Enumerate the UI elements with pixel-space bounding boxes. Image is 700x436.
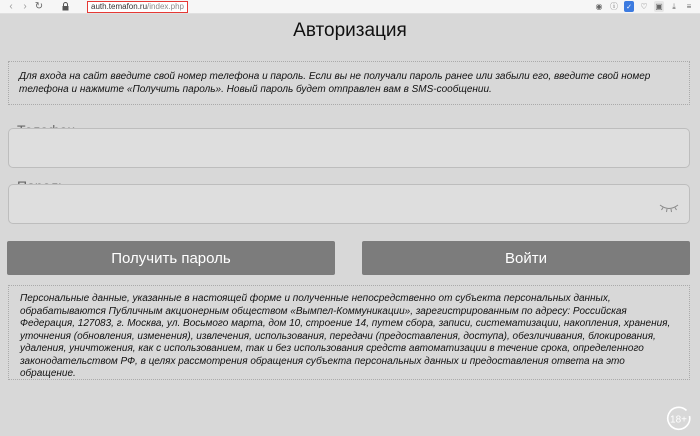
hide-password-icon[interactable]	[659, 202, 679, 214]
password-input[interactable]	[8, 184, 690, 224]
age-rating-badge	[666, 405, 692, 431]
heart-icon[interactable]: ♡	[640, 2, 648, 11]
personal-data-consent: Персональные данные, указанные в настоящей форме и полученные непосредственно от субъекта персональных данных, обрабатываются Публичным акционерным обществом «Вымпел-Коммуникации», зарегистрированным по адресу: Российская Федерация, 127083, г. Москва, ул. Восьмого марта, дом 10, строение 14, путем сбора, записи, систематизации, накопления, хранения, уточнения (обновления, изменения), извлечения, использования, передачи (предоставления, доступа), обезличивания, блокирования, удаления, уничтожения, как с использованием, так и без использования средств автоматизации в течение срока, определенного законодательством РФ, в целях рассмотрения обращения субъекта персональных данных и предоставления ответа на это обращение.	[8, 285, 690, 380]
info-icon[interactable]: ⓘ	[610, 2, 618, 11]
browser-toolbar	[0, 0, 700, 14]
lock-icon	[60, 0, 70, 14]
url-host: auth.temafon.ru	[91, 2, 148, 11]
forward-icon[interactable]: ›	[23, 1, 27, 12]
menu-icon[interactable]: ≡	[686, 2, 692, 11]
phone-input[interactable]	[8, 128, 690, 168]
login-button[interactable]: Войти	[362, 241, 690, 275]
download-icon[interactable]: ⤓	[672, 1, 676, 11]
age-rating-text: 18+	[670, 414, 687, 426]
browser-extensions	[594, 1, 694, 12]
page-title: Авторизация	[293, 20, 407, 41]
shield-icon[interactable]: ✓	[624, 1, 634, 12]
back-icon[interactable]: ‹	[9, 1, 13, 12]
extension-icon[interactable]: ▣	[655, 2, 663, 11]
reload-icon[interactable]: ↻	[34, 1, 44, 12]
get-password-button[interactable]: Получить пароль	[7, 241, 335, 275]
camera-icon[interactable]: ◉	[595, 2, 603, 11]
url-path: /index.php	[147, 2, 184, 11]
address-bar[interactable]	[87, 1, 188, 13]
login-instructions: Для входа на сайт введите свой номер телефона и пароль. Если вы не получали пароль ранее или забыли его, введите свой номер телефона и нажмите «Получить пароль». Новый пароль будет отправлен вам в SMS-сообщении.	[8, 61, 690, 105]
